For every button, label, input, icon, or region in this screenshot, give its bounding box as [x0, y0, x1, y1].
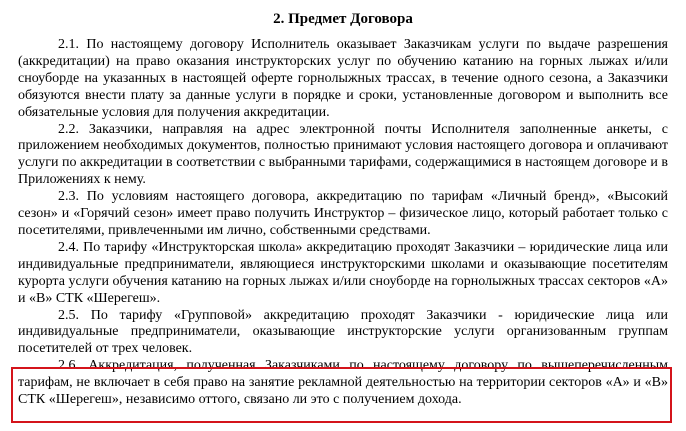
paragraph-2-2: 2.2. Заказчики, направляя на адрес электронной почты Исполнителя заполненные анкеты, с приложением необходимых документов, полностью принимают условия настоящего договора и оплачивают услуги по аккредитации в соответствии с выбранными тарифами, содержащимися в настоящем договоре и в Приложениях к нему. [18, 121, 668, 188]
contract-section [18, 10, 668, 409]
paragraph-2-3: 2.3. По условиям настоящего договора, аккредитацию по тарифам «Личный бренд», «Высокий сезон» и «Горячий сезон» имеет право получить Инструктор – физическое лицо, который работает только с посетителями, привлеченными им лично, собственными средствами. [18, 189, 668, 238]
section-title: 2. Предмет Договора [273, 11, 413, 27]
paragraph-2-5: 2.5. По тарифу «Групповой» аккредитацию проходят Заказчики - юридические лица или индивидуальные предприниматели, оказывающие инструкторские услуги организованным группам посетителей от трех человек. [18, 307, 668, 357]
paragraph-2-4: 2.4. По тарифу «Инструкторская школа» аккредитацию проходят Заказчики – юридические лица или индивидуальные предприниматели, являющиеся инструкторскими школами и оказывающие посетителям курорта услуги обучения катанию на горных лыжах и/или сноуборде на горнолыжных трассах секторов «А» и «В» СТК «Шерегеш». [18, 239, 668, 306]
paragraph-2-1: 2.1. По настоящему договору Исполнитель оказывает Заказчикам услуги по выдаче разрешения (аккредитации) на право оказания инструкторских услуг по обучению катанию на горных лыжах и/или сноуборде на указанных в настоящей оферте горнолыжных трассах, в течение одного сезона, а Заказчики обязуются внести плату за данные услуги в порядке и сроки, установленные договором и выполнить все обязательные условия для получения аккредитации. [18, 37, 668, 120]
paragraph-2-6: 2.6. Аккредитация, полученная Заказчиками по настоящему договору по вышеперечисленным тарифам, не включает в себя право на занятие рекламной деятельностью на территории секторов «А» и «В» СТК «Шерегеш», независимо оттого, связано ли это с получением дохода. [18, 358, 668, 408]
